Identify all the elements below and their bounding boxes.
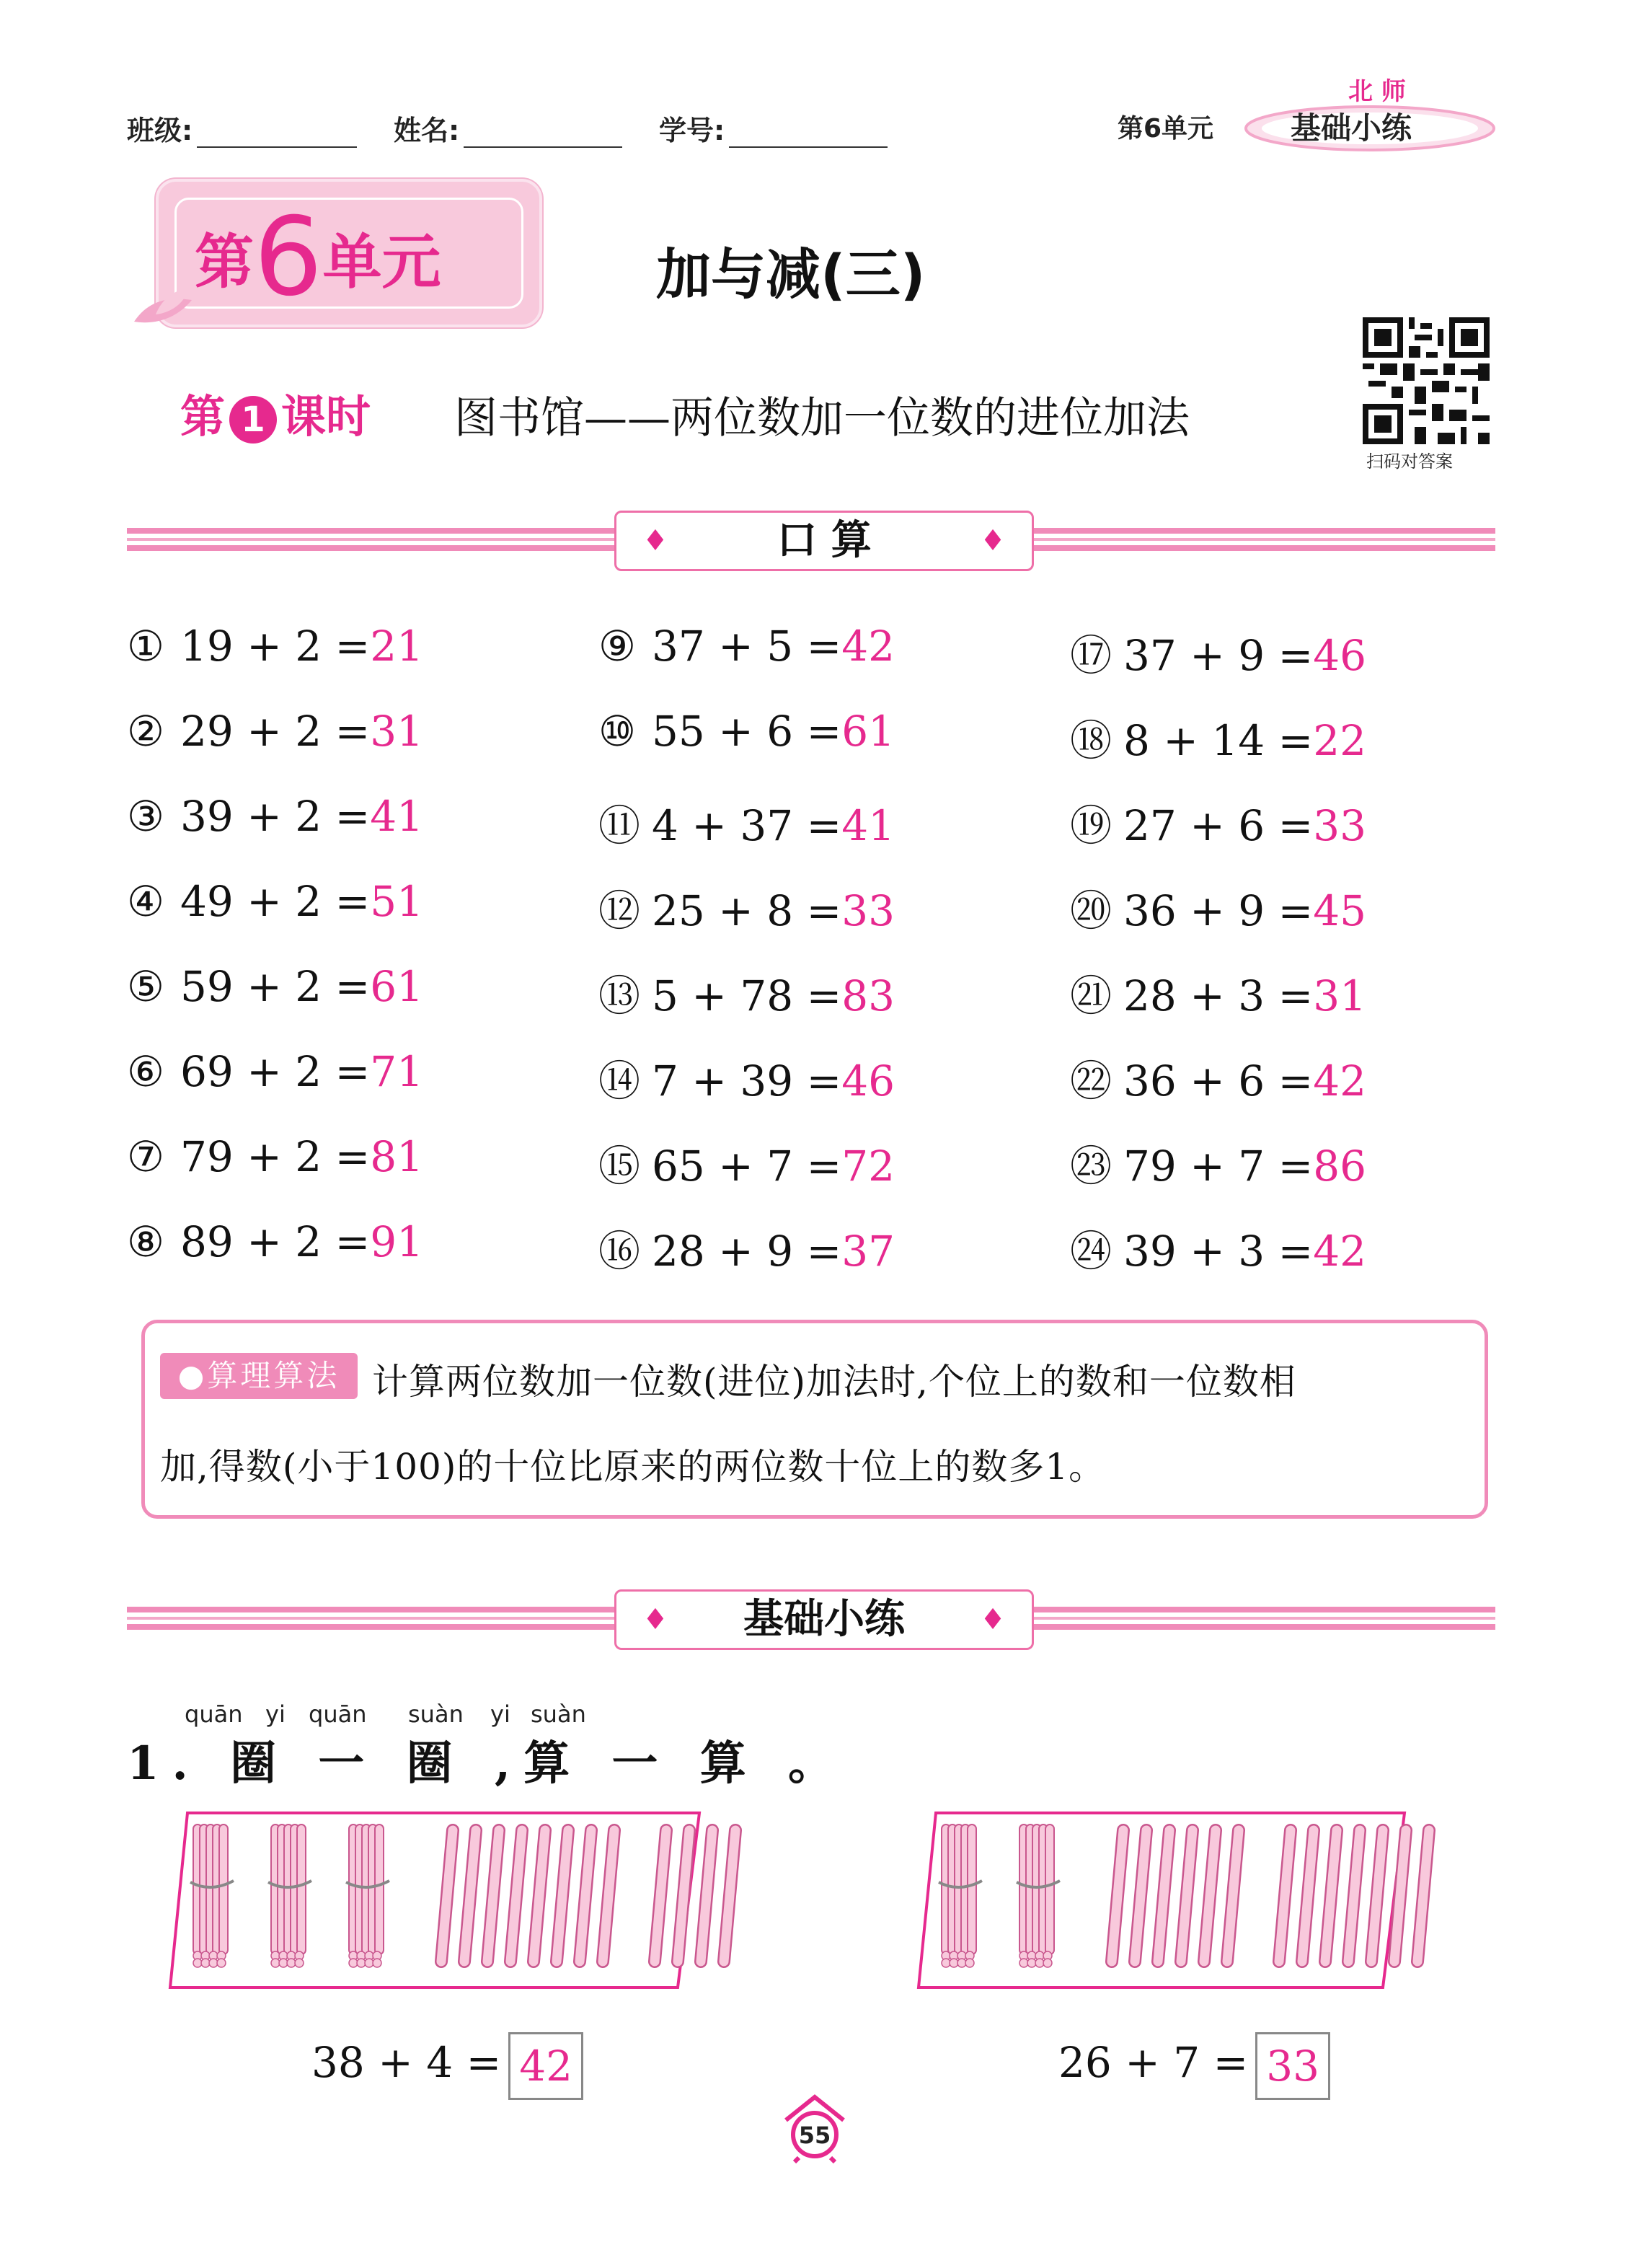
problem-number: ㉓ <box>1070 1142 1112 1191</box>
pinyin: suàn <box>531 1700 586 1728</box>
id-blank[interactable] <box>729 118 888 148</box>
right-question: 26 + 7 = <box>1058 2038 1249 2088</box>
id-label: 学号: <box>659 115 725 146</box>
sticks-left[interactable] <box>166 1803 800 2019</box>
problem-expression: 49 + 2 = <box>180 877 371 926</box>
name-field <box>394 108 622 148</box>
problem-number: ㉑ <box>1070 971 1112 1020</box>
single-stick <box>580 1830 591 1962</box>
problem-expression: 4 + 37 = <box>652 801 842 850</box>
pinyin: yi <box>265 1700 286 1728</box>
problem-answer[interactable]: 71 <box>370 1047 424 1096</box>
problem-expression: 55 + 6 = <box>652 707 842 756</box>
problem-answer[interactable]: 86 <box>1313 1142 1367 1191</box>
problem-expression: 37 + 5 = <box>652 622 842 671</box>
class-blank[interactable] <box>197 118 357 148</box>
chapter-title: 加与减(三) <box>656 242 926 306</box>
class-field <box>127 108 357 148</box>
problem-answer[interactable]: 33 <box>1313 801 1367 850</box>
problem-number: ⑱ <box>1070 716 1112 765</box>
stick-bundle <box>939 1824 982 1967</box>
problem-number: ⑦ <box>127 1132 164 1181</box>
single-stick <box>1348 1830 1360 1962</box>
pinyin: suàn <box>408 1700 464 1728</box>
oral-problem <box>1070 622 1366 682</box>
oral-problem <box>598 622 895 671</box>
single-stick <box>1204 1830 1216 1962</box>
oral-problem <box>1070 877 1366 937</box>
brand-main: 基础小练 <box>1291 110 1412 146</box>
problem-answer[interactable]: 31 <box>370 707 424 756</box>
problem-answer[interactable]: 37 <box>841 1227 895 1276</box>
exercise-1-left-equation <box>311 2032 583 2100</box>
oral-problem <box>1070 1132 1366 1193</box>
oral-problem <box>127 1132 423 1181</box>
oral-problem <box>127 1047 423 1096</box>
tip-tag: ●算理算法 <box>160 1353 358 1399</box>
unit-word1: 第 <box>195 228 255 297</box>
single-stick <box>678 1830 689 1962</box>
class-label: 班级: <box>127 115 193 146</box>
problem-expression: 19 + 2 = <box>180 622 371 671</box>
problem-number: ㉒ <box>1070 1056 1112 1106</box>
problem-number: ⑮ <box>598 1142 641 1191</box>
pinyin: quān <box>185 1700 243 1728</box>
problem-number: ⑰ <box>1070 631 1112 680</box>
problem-number: ② <box>127 707 164 756</box>
problem-expression: 7 + 39 = <box>652 1056 842 1106</box>
tip-line-2: 加,得数(小于100)的十位比原来的两位数十位上的数多1。 <box>160 1446 1106 1488</box>
problem-expression: 37 + 9 = <box>1123 631 1314 680</box>
single-stick <box>557 1830 568 1962</box>
unit-number: 6 <box>254 195 323 320</box>
problem-answer[interactable]: 41 <box>841 801 895 850</box>
problem-expression: 69 + 2 = <box>180 1047 371 1096</box>
stick-bundle <box>268 1824 311 1967</box>
problem-number: ⑯ <box>598 1227 641 1276</box>
problem-number: ⑨ <box>598 622 636 671</box>
problem-number: ⑫ <box>598 886 641 935</box>
problem-number: ⑳ <box>1070 886 1112 935</box>
pinyin: quān <box>309 1700 367 1728</box>
single-stick <box>1227 1830 1239 1962</box>
oral-problem <box>598 1217 895 1278</box>
problem-answer[interactable]: 21 <box>370 622 424 671</box>
id-field <box>659 108 888 148</box>
right-answer-box[interactable]: 33 <box>1255 2032 1330 2100</box>
single-stick <box>464 1830 476 1962</box>
problem-answer[interactable]: 91 <box>370 1217 424 1266</box>
oral-problem <box>127 877 423 926</box>
stick-bundle <box>190 1824 234 1967</box>
oral-problem <box>127 792 423 841</box>
single-stick <box>510 1830 522 1962</box>
problem-answer[interactable]: 31 <box>1313 971 1367 1020</box>
exercise-1-prompt <box>127 1726 847 1793</box>
single-stick <box>1158 1830 1169 1962</box>
lesson-label <box>180 381 371 445</box>
problem-answer[interactable]: 81 <box>370 1132 424 1181</box>
lesson-title: 图书馆——两位数加一位数的进位加法 <box>454 393 1190 444</box>
single-stick <box>1394 1830 1406 1962</box>
brand-top: 北 师 <box>1348 77 1406 106</box>
single-stick <box>655 1830 666 1962</box>
problem-answer[interactable]: 72 <box>841 1142 895 1191</box>
problem-expression: 36 + 6 = <box>1123 1056 1314 1106</box>
problem-answer[interactable]: 83 <box>841 971 895 1020</box>
diamond-icon: ♦ <box>980 1603 1006 1636</box>
problem-number: ④ <box>127 877 164 926</box>
oral-section-title <box>614 511 1034 571</box>
problem-answer[interactable]: 51 <box>370 877 424 926</box>
single-stick <box>441 1830 453 1962</box>
stick-bundle <box>1017 1824 1060 1967</box>
leaf-icon <box>127 286 199 329</box>
lesson-suffix: 课时 <box>281 390 371 443</box>
oral-problem <box>127 622 423 671</box>
unit-title <box>195 195 441 320</box>
single-stick <box>603 1830 614 1962</box>
problem-answer[interactable]: 61 <box>841 707 895 756</box>
problem-expression: 89 + 2 = <box>180 1217 371 1266</box>
oral-problem <box>598 1047 895 1108</box>
qr-code-icon[interactable] <box>1363 317 1490 444</box>
stick-bundle <box>346 1824 389 1967</box>
single-stick <box>487 1830 499 1962</box>
problem-answer[interactable]: 22 <box>1313 716 1367 765</box>
qr-label: 扫码对答案 <box>1366 451 1453 472</box>
oral-problem <box>1070 792 1366 852</box>
problem-number: ⑲ <box>1070 801 1112 850</box>
exercise-1-right-equation <box>1058 2032 1330 2100</box>
problem-expression: 39 + 3 = <box>1123 1227 1314 1276</box>
page-number-badge <box>779 2091 851 2163</box>
problem-expression: 5 + 78 = <box>652 971 842 1020</box>
problem-expression: 79 + 2 = <box>180 1132 371 1181</box>
pinyin: yi <box>490 1700 510 1728</box>
name-blank[interactable] <box>464 118 622 148</box>
oral-problem <box>598 792 895 852</box>
oral-problem <box>1070 707 1366 767</box>
problem-number: ③ <box>127 792 164 841</box>
single-stick <box>1135 1830 1146 1962</box>
problem-number: ⑪ <box>598 801 641 850</box>
basic-section-label: 基础小练 <box>743 1596 905 1643</box>
problem-number: ⑥ <box>127 1047 164 1096</box>
single-stick <box>1417 1830 1429 1962</box>
problem-answer[interactable]: 41 <box>370 792 424 841</box>
diamond-icon: ♦ <box>642 1603 668 1636</box>
name-label: 姓名: <box>394 115 460 146</box>
lesson-prefix: 第 <box>180 390 226 443</box>
problem-expression: 29 + 2 = <box>180 707 371 756</box>
problem-answer[interactable]: 61 <box>370 962 424 1011</box>
single-stick <box>1302 1830 1314 1962</box>
single-stick <box>1279 1830 1291 1962</box>
exercise-1-text: 圈 一 圈 ,算 一 算 。 <box>230 1737 848 1791</box>
lesson-number: 1 <box>229 396 277 444</box>
oral-problem <box>598 877 895 937</box>
problem-expression: 79 + 7 = <box>1123 1142 1314 1191</box>
problem-answer[interactable]: 45 <box>1313 886 1367 935</box>
problem-answer[interactable]: 46 <box>841 1056 895 1106</box>
single-stick <box>724 1830 735 1962</box>
problem-number: ① <box>127 622 164 671</box>
single-stick <box>1181 1830 1193 1962</box>
problem-expression: 25 + 8 = <box>652 886 842 935</box>
single-stick <box>701 1830 712 1962</box>
problem-expression: 59 + 2 = <box>180 962 371 1011</box>
problem-number: ⑧ <box>127 1217 164 1266</box>
diamond-icon: ♦ <box>980 524 1006 557</box>
problem-number: ⑤ <box>127 962 164 1011</box>
problem-number: ㉔ <box>1070 1227 1112 1276</box>
oral-problem <box>127 707 423 756</box>
problem-expression: 36 + 9 = <box>1123 886 1314 935</box>
oral-problem <box>1070 1217 1366 1278</box>
tip-line-1: 计算两位数加一位数(进位)加法时,个位上的数和一位数相 <box>372 1361 1296 1403</box>
brand-logo <box>1240 72 1500 159</box>
problem-answer[interactable]: 46 <box>1313 631 1367 680</box>
problem-number: ⑭ <box>598 1056 641 1106</box>
problem-answer[interactable]: 42 <box>841 622 895 671</box>
problem-number: ⑩ <box>598 707 636 756</box>
left-question: 38 + 4 = <box>311 2038 502 2088</box>
left-answer-box[interactable]: 42 <box>508 2032 583 2100</box>
problem-expression: 65 + 7 = <box>652 1142 842 1191</box>
single-stick <box>1112 1830 1123 1962</box>
problem-expression: 8 + 14 = <box>1123 716 1314 765</box>
oral-problem <box>127 1217 423 1266</box>
single-stick <box>1325 1830 1337 1962</box>
oral-section-label: 口 算 <box>777 517 872 564</box>
oral-problem <box>598 1132 895 1193</box>
page-number: 55 <box>798 2122 831 2149</box>
exercise-1-number: 1. <box>127 1737 201 1791</box>
problem-answer[interactable]: 33 <box>841 886 895 935</box>
problem-expression: 39 + 2 = <box>180 792 371 841</box>
single-stick <box>1371 1830 1383 1962</box>
problem-answer[interactable]: 42 <box>1313 1056 1367 1106</box>
problem-number: ⑬ <box>598 971 641 1020</box>
single-stick <box>534 1830 545 1962</box>
oral-problem <box>598 962 895 1023</box>
problem-answer[interactable]: 42 <box>1313 1227 1367 1276</box>
basic-section-title <box>614 1589 1034 1650</box>
oral-problem <box>127 962 423 1011</box>
oral-problem <box>1070 1047 1366 1108</box>
problem-expression: 28 + 9 = <box>652 1227 842 1276</box>
problem-expression: 27 + 6 = <box>1123 801 1314 850</box>
sticks-right[interactable] <box>914 1803 1491 2019</box>
problem-expression: 28 + 3 = <box>1123 971 1314 1020</box>
diamond-icon: ♦ <box>642 524 668 557</box>
oral-problem <box>1070 962 1366 1023</box>
unit-word2: 单元 <box>322 228 441 297</box>
unit-tag: 第6单元 <box>1118 114 1214 144</box>
oral-problem <box>598 707 895 756</box>
